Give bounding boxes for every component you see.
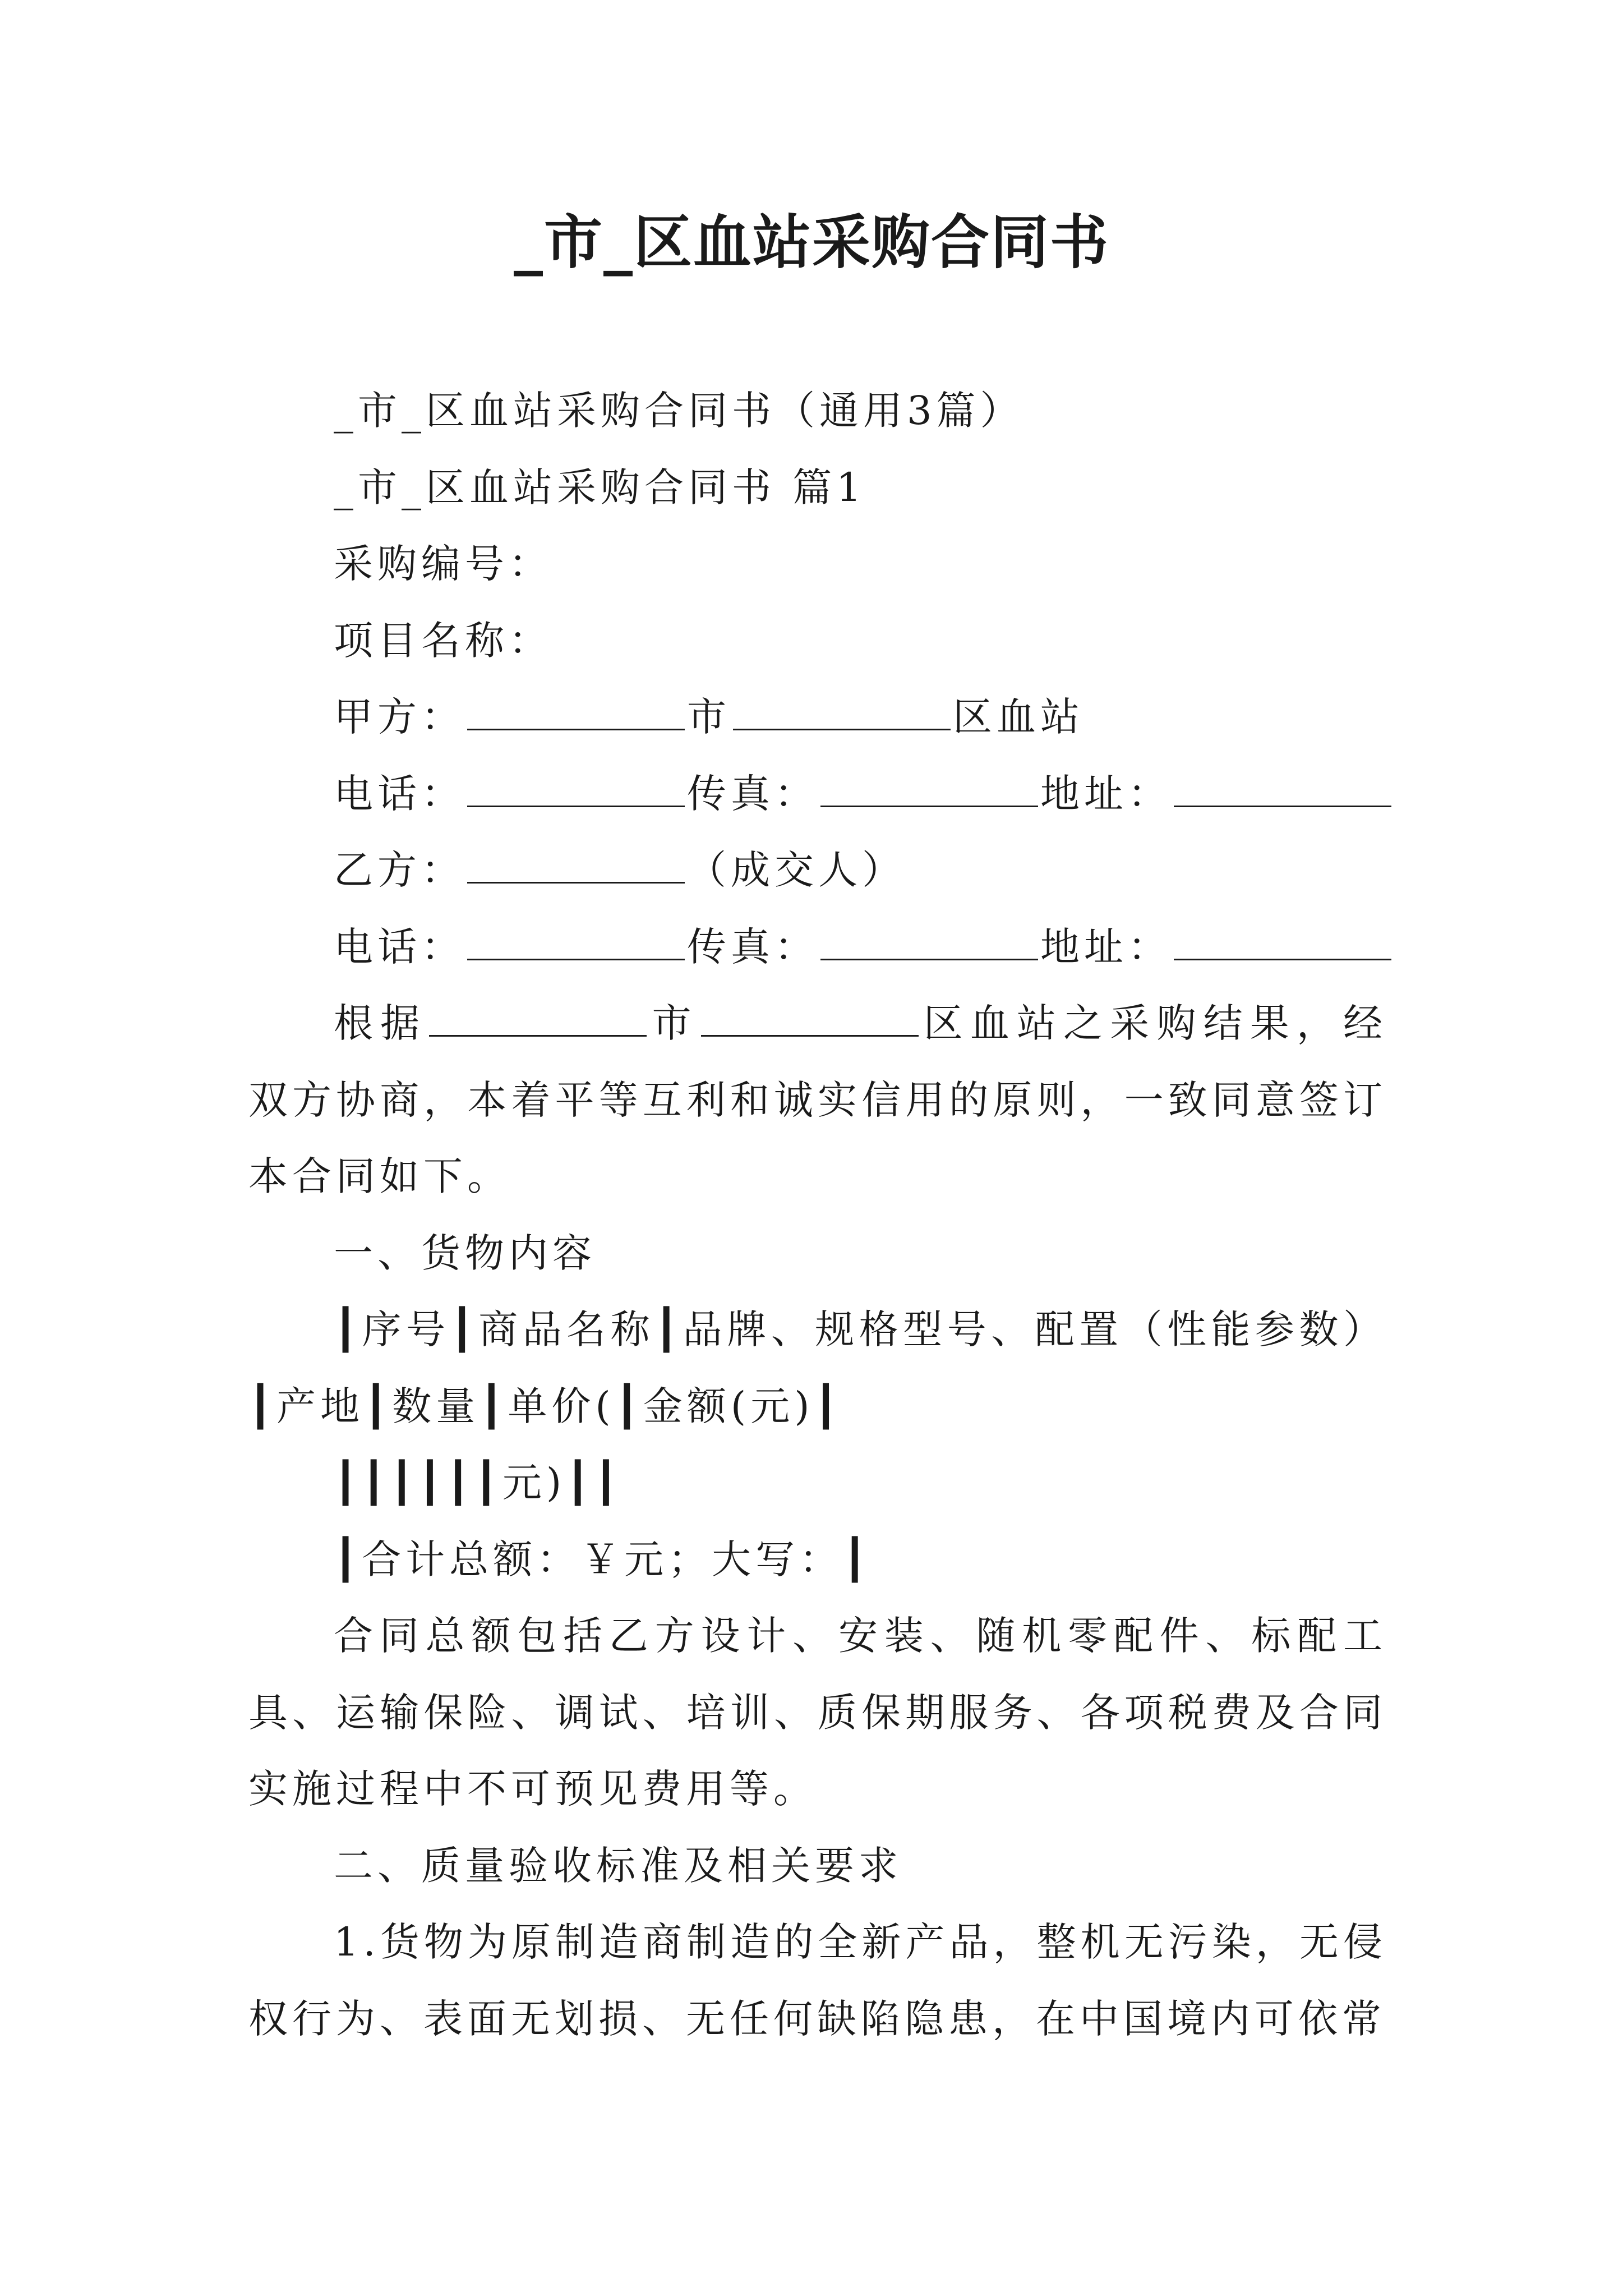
blank-line — [820, 956, 1038, 960]
blank-line — [1174, 803, 1391, 807]
purchase-number-label: 采购编号： — [334, 541, 552, 587]
party-b-line — [248, 832, 1387, 909]
total-includes-paragraph: 合同总额包括乙方设计、安装、随机零配件、标配工具、运输保险、调试、培训、质保期服务、各项税费及合同实施过程中不可预见费用等。 — [248, 1613, 1387, 1812]
party-b-contact-line — [248, 909, 1387, 986]
section-heading: _市_区血站采购合同书 篇1 — [334, 464, 866, 510]
party-a-city: 市 — [687, 694, 731, 740]
subtitle: _市_区血站采购合同书（通用3篇） — [334, 388, 1024, 434]
goods-table-row: ┃┃┃┃┃┃元)┃┃ — [334, 1460, 623, 1506]
section-1-heading: 一、货物内容 — [334, 1230, 596, 1276]
blank-line — [820, 803, 1038, 807]
project-name-label: 项目名称： — [334, 617, 552, 664]
blank-line — [467, 803, 685, 807]
fax-label: 传真： — [687, 923, 818, 970]
blank-line — [733, 726, 951, 730]
section-2-heading: 二、质量验收标准及相关要求 — [334, 1842, 902, 1889]
blank-line — [467, 880, 685, 884]
goods-table-total: ┃合计总额：￥元；大写：┃ — [334, 1536, 872, 1582]
basis-rest: 区血站之采购结果，经双方协商，本着平等互利和诚实信用的原则，一致同意签订本合同如下。 — [248, 1000, 1387, 1199]
party-a-label: 甲方： — [334, 694, 465, 740]
blank-line — [701, 1033, 919, 1037]
document-title: _市_区血站采购合同书 — [513, 208, 1109, 277]
blank-line — [467, 956, 685, 960]
party-a-line — [248, 679, 1387, 756]
basis-city: 市 — [649, 1000, 699, 1046]
basis-paragraph — [248, 985, 1387, 1215]
phone-label: 电话： — [334, 923, 465, 970]
party-b-label: 乙方： — [334, 847, 465, 893]
party-a-contact-line — [248, 756, 1387, 832]
goods-table-header: ┃序号┃商品名称┃品牌、规格型号、配置（性能参数）┃产地┃数量┃单价(┃金额(元)┃ — [248, 1306, 1387, 1429]
party-b-suffix: （成交人） — [687, 847, 906, 893]
document-body — [248, 372, 1387, 2057]
quality-item-1: 1.货物为原制造商制造的全新产品，整机无污染，无侵权行为、表面无划损、无任何缺陷隐患，在中国境内可依常 — [248, 1919, 1387, 2042]
address-label: 地址： — [1040, 923, 1172, 970]
blank-line — [467, 726, 685, 730]
basis-lead: 根据 — [334, 1000, 427, 1046]
address-label: 地址： — [1040, 770, 1172, 817]
fax-label: 传真： — [687, 770, 818, 817]
blank-line — [429, 1033, 647, 1037]
party-a-district-station: 区血站 — [953, 694, 1084, 740]
phone-label: 电话： — [334, 770, 465, 817]
blank-line — [1174, 956, 1391, 960]
